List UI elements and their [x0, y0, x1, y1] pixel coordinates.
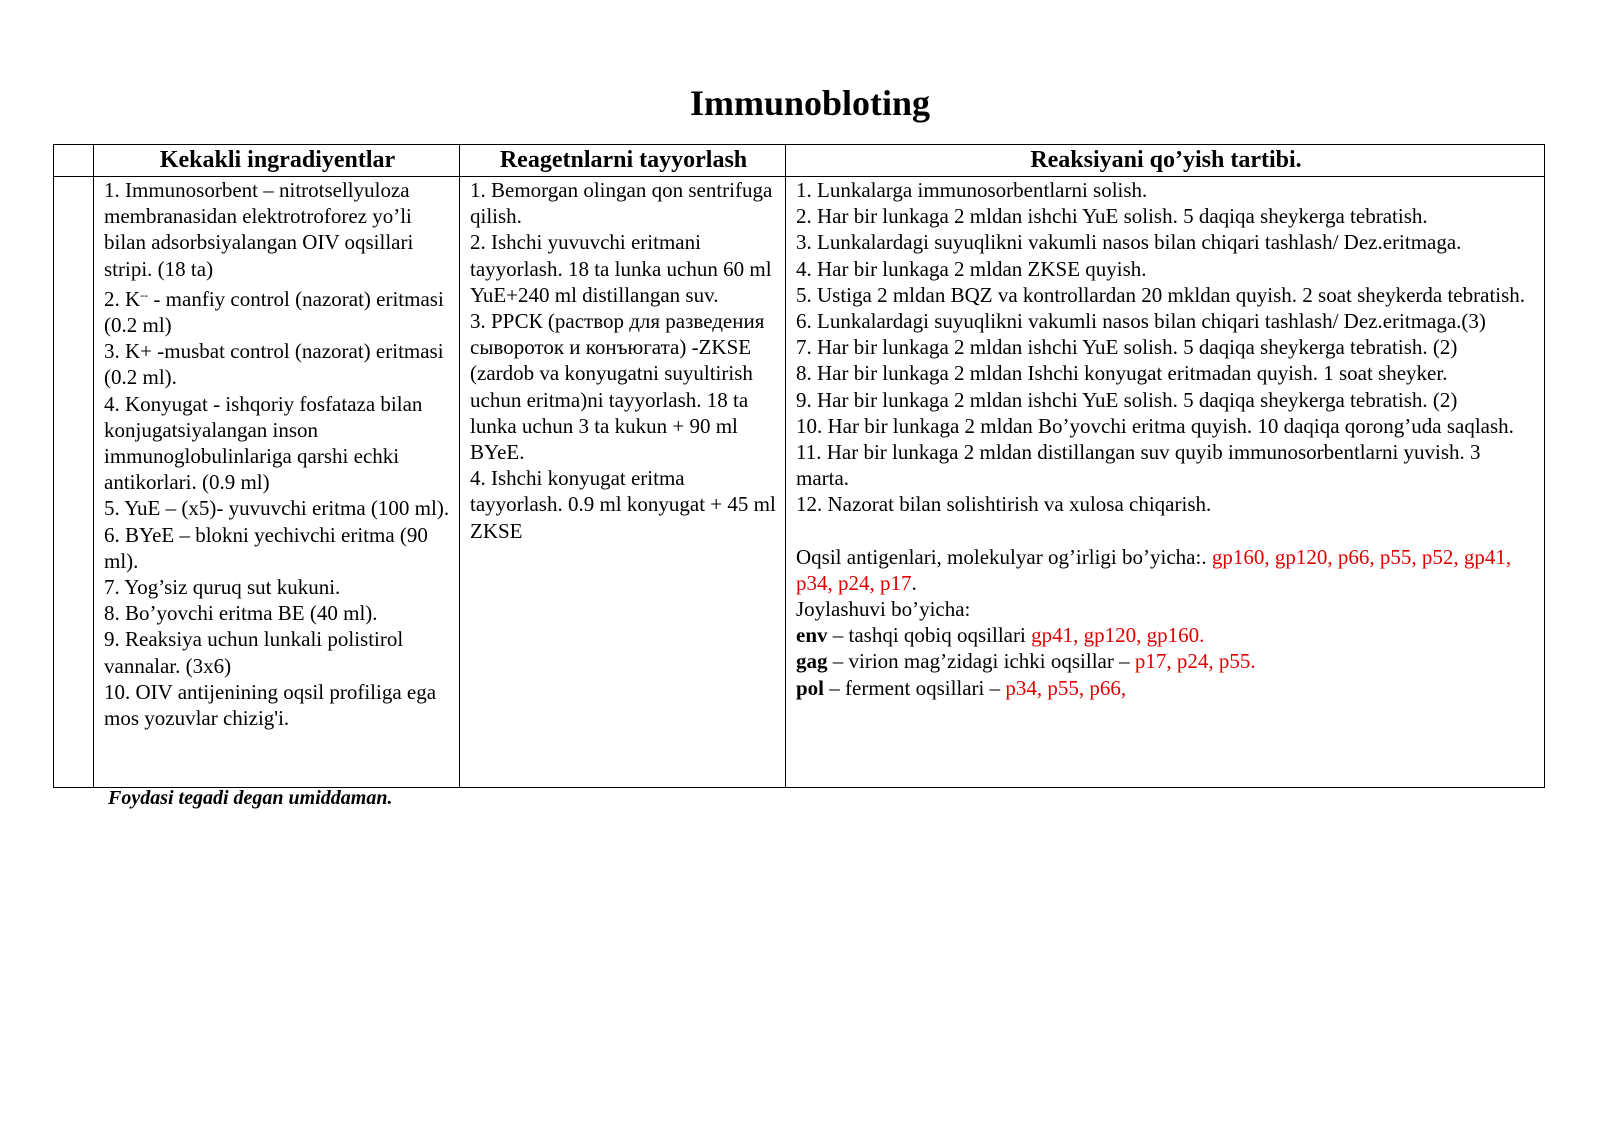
- list-item: 7. Har bir lunkaga 2 mldan ishchi YuE solish. 5 daqiqa sheykerga tebratish. (2): [796, 335, 1458, 360]
- table-body-row: [54, 177, 1545, 788]
- gag-list: p17, p24, p55.: [1134, 649, 1256, 674]
- antigens-intro-end: .: [911, 570, 917, 595]
- list-item: 8. Bo’yovchi eritma BE (40 ml).: [104, 601, 378, 626]
- ingredient-2-prefix: 2. K: [104, 286, 141, 311]
- reagents-cell: [460, 177, 786, 788]
- header-steps: Reaksiyani qo’yish tartibi.: [786, 145, 1545, 177]
- steps-cell: [786, 177, 1545, 788]
- gag-key: gag: [796, 649, 828, 674]
- antigens-intro: [796, 544, 1536, 596]
- env-text: – tashqi qobiq oqsillari: [827, 623, 1032, 648]
- list-item: 12. Nazorat bilan solishtirish va xulosa chiqarish.: [796, 492, 1212, 517]
- list-item: 3. РРСК (раствор для разведения сывороток и конъюгата) -ZKSE (zardob va konyugatni suyultirish uchun eritma)ni tayyorlash. 18 ta lunka uchun 3 ta kukun + 90 ml BYeE.: [470, 309, 765, 465]
- list-item: 7. Yog’siz quruq sut kukuni.: [104, 575, 341, 600]
- ingredients-cell: [94, 177, 460, 788]
- list-item: 3. K+ -musbat control (nazorat) eritmasi (0.2 ml).: [104, 339, 444, 390]
- page-title: Immunobloting: [689, 83, 931, 123]
- list-item: 1. Bemorgan olingan qon sentrifuga qilish.: [470, 178, 773, 229]
- list-item: 9. Har bir lunkaga 2 mldan ishchi YuE solish. 5 daqiqa sheykerga tebratish. (2): [796, 387, 1458, 412]
- list-item: 9. Reaksiya uchun lunkali polistirol vannalar. (3x6): [104, 627, 404, 678]
- antigens-intro-list: gp160, gp120, p66, p55, p52, gp41, p34, p24, p17: [796, 544, 1512, 595]
- pol-text: – ferment oqsillari –: [824, 675, 1006, 700]
- ingredient-2-suffix: - manfiy control (nazorat) eritmasi (0.2 ml): [104, 286, 444, 338]
- pol-list: p34, p55, p66,: [1005, 675, 1127, 700]
- list-item: 6. BYeE – blokni yechivchi eritma (90 ml).: [104, 522, 428, 573]
- gag-text: – virion mag’zidagi ichki oqsillar –: [827, 649, 1135, 674]
- list-item: 5. YuE – (x5)- yuvuvchi eritma (100 ml).: [104, 496, 450, 521]
- gag-row: [796, 648, 1536, 674]
- list-item: 4. Har bir lunkaga 2 mldan ZKSE quyish.: [796, 256, 1147, 281]
- table-header-row: [54, 145, 1545, 177]
- protocol-table: [53, 144, 1545, 788]
- list-item: 4. Ishchi konyugat eritma tayyorlash. 0.9 ml konyugat + 45 ml ZKSE: [470, 466, 776, 543]
- env-row: [796, 622, 1536, 648]
- list-item: 5. Ustiga 2 mldan BQZ va kontrollardan 20 mkldan quyish. 2 soat sheykerda tebratish.: [796, 282, 1526, 307]
- list-item: 4. Konyugat - ishqoriy fosfataza bilan konjugatsiyalangan inson immunoglobulinlariga qarshi echki antikorlari. (0.9 ml): [104, 391, 423, 495]
- list-item: 1. Lunkalarga immunosorbentlarni solish.: [796, 178, 1148, 202]
- spacer: [796, 518, 1536, 544]
- footnote: Foydasi tegadi degan umiddaman.: [108, 787, 393, 809]
- list-item: 1. Immunosorbent – nitrotsellyuloza membranasidan elektrotroforez yo’li bilan adsorbsiyalangan OIV oqsillari stripi. (18 ta): [104, 178, 414, 281]
- list-item: 10. Har bir lunkaga 2 mldan Bo’yovchi eritma quyish. 10 daqiqa qorong’uda saqlash.: [796, 413, 1514, 438]
- list-item: 2. Har bir lunkaga 2 mldan ishchi YuE solish. 5 daqiqa sheykerga tebratish.: [796, 204, 1428, 229]
- list-item: 10. OIV antijenining oqsil profiliga ega mos yozuvlar chizig'i.: [104, 679, 437, 731]
- header-ingredients: Kekakli ingradiyentlar: [94, 145, 460, 177]
- list-item: 8. Har bir lunkaga 2 mldan Ishchi konyugat eritmadan quyish. 1 soat sheyker.: [796, 361, 1448, 386]
- env-list: gp41, gp120, gp160.: [1031, 623, 1205, 648]
- header-reagents: Reagetnlarni tayyorlash: [460, 145, 786, 177]
- antigens-intro-text: Oqsil antigenlari, molekulyar og’irligi bo’yicha:.: [796, 544, 1212, 569]
- ingredient-2-superscript: --: [140, 287, 149, 302]
- list-item: 2. Ishchi yuvuvchi eritmani tayyorlash. 18 ta lunka uchun 60 ml YuE+240 ml distillangan suv.: [470, 230, 772, 307]
- empty-cell: [54, 177, 94, 788]
- list-item: [104, 282, 451, 338]
- pol-key: pol: [796, 675, 825, 700]
- list-item: 3. Lunkalardagi suyuqlikni vakumli nasos bilan chiqari tashlash/ Dez.eritmaga.: [796, 230, 1462, 255]
- header-empty: [54, 145, 94, 177]
- list-item: 6. Lunkalardagi suyuqlikni vakumli nasos bilan chiqari tashlash/ Dez.eritmaga.(3): [796, 309, 1486, 334]
- list-item: 11. Har bir lunkaga 2 mldan distillangan suv quyib immunosorbentlarni yuvish. 3 marta.: [796, 440, 1481, 491]
- env-key: env: [796, 623, 828, 648]
- location-label: Joylashuvi bo’yicha:: [796, 597, 971, 622]
- pol-row: [796, 675, 1536, 701]
